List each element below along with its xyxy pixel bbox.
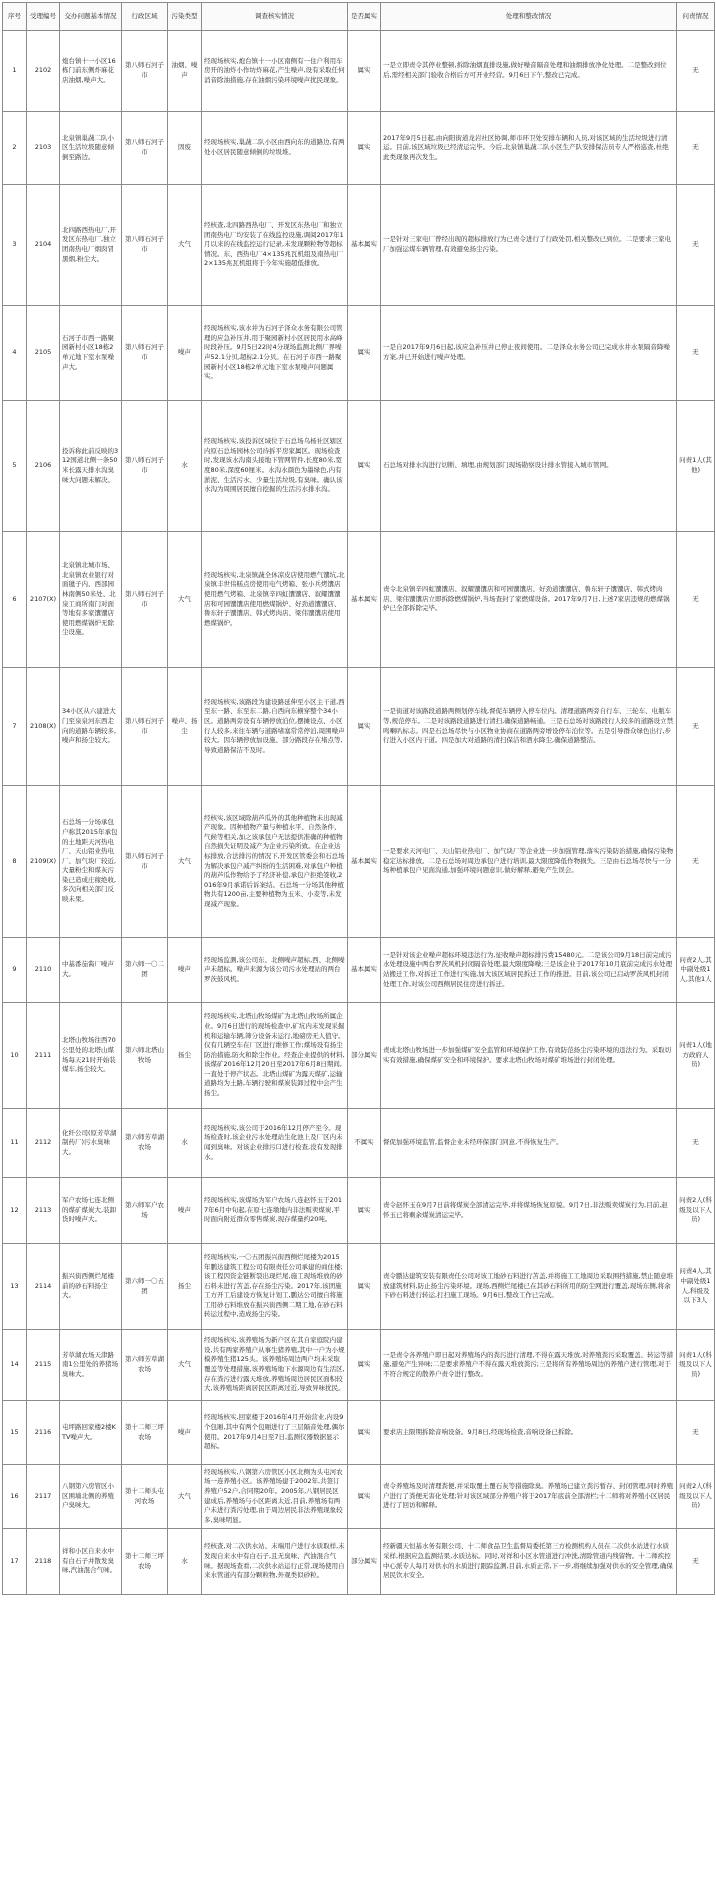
row-district: 第六师芳草湖农场 <box>122 1330 168 1401</box>
row-no: 5 <box>3 401 27 532</box>
row-district: 第八师石河子市 <box>122 185 168 306</box>
row-accountability: 无 <box>677 306 715 401</box>
row-problem: 化纤公司(原芳草湖制药厂)污水臭味大。 <box>60 1109 122 1178</box>
row-handling: 要求店主限期拆除音响设备。9月8日,经现场检查,音响设备已拆除。 <box>381 1401 677 1465</box>
row-district: 第八师石河子市 <box>122 401 168 532</box>
row-no: 10 <box>3 1003 27 1109</box>
header-district: 行政区域 <box>122 3 168 31</box>
row-no: 16 <box>3 1465 27 1529</box>
row-id: 2108(X) <box>27 668 60 786</box>
row-pollution: 大气 <box>168 185 202 306</box>
row-pollution: 扬尘 <box>168 1003 202 1109</box>
row-id: 2107(X) <box>27 532 60 668</box>
row-investigation: 经核查,对二次供水站、末端用户进行水质取样,未发现自来水中有白石子,且无臭味、汽油混合气味。据现场查看,二次供水站运行正常,现场使用自来水管道内有部分颗粒物,外观类似砂粒。 <box>202 1529 348 1595</box>
row-accountability: 无 <box>677 112 715 185</box>
row-district: 第十二师头屯河农场 <box>122 1465 168 1529</box>
row-district: 第六师北塔山牧场 <box>122 1003 168 1109</box>
row-accountability: 无 <box>677 1529 715 1595</box>
row-accountability: 无 <box>677 1109 715 1178</box>
header-accountability: 问责情况 <box>677 3 715 31</box>
row-pollution: 水 <box>168 401 202 532</box>
row-district: 第八师石河子市 <box>122 306 168 401</box>
row-no: 17 <box>3 1529 27 1595</box>
row-handling: 一是针对三家电厂曾经出现的超标排放行为已责令进行了行政处罚,相关整改已到位。二是要求三家电厂加强运煤车辆管理,有效避免扬尘污染。 <box>381 185 677 306</box>
row-investigation: 经现场核实,八钢第六房管区小区北侧为头屯河农场一连养殖小区。该养殖场建于2002年,共签订养殖户52户,合同期20年。2005年,八钢居民区建成后,养殖场与小区距离太近,目前,养殖场有两户未进行粪污处理,由于周边居民非法养殖现象较多,臭味明显。 <box>202 1465 348 1529</box>
row-problem: 屯坪路回家楼2楼KTV噪声大。 <box>60 1401 122 1465</box>
row-verified: 属实 <box>348 1244 381 1330</box>
row-investigation: 经现场核实,该公司于2016年12月停产至今。现场检查时,该企业污水处理站生化池上及厂区内未闻到臭味。对该企业排污口进行检查,没有发现排水。 <box>202 1109 348 1178</box>
header-verified: 是否属实 <box>348 3 381 31</box>
row-no: 6 <box>3 532 27 668</box>
row-investigation: 经核查,北四路西热电厂、开发区东热电厂和独立团南热电厂均安装了在线监控设施,调阅2017年1月以来的在线监控运行记录,未发现颗粒物等超标情况。东、西热电厂4×135兆瓦机组及南热电厂2×135兆瓦机组将于今年实施超低排放。 <box>202 185 348 306</box>
table-row <box>3 532 715 668</box>
row-handling: 责令养殖场及时清理粪便,并采取覆土覆石灰等措施除臭。养殖场已建立粪污暂存、封闭管理,同时养殖户进行了粪便无害化处理;针对该区域部分养殖户将于2017年底前全部清栏;十二师将对养殖小区居民进行了回访和解释。 <box>381 1465 677 1529</box>
row-handling: 2017年9月5日起,由向阳街道龙岩社区协调,师市环卫处安排车辆和人员,对该区域的生活垃圾进行清运。目前,该区域垃圾已经清运完毕。今后,北泉镇巢蔬二队小区生产队安排保洁员专人严格巡查,杜绝此类现象再次发生。 <box>381 112 677 185</box>
row-problem: 北四路西热电厂,开发区东热电厂,独立团南热电厂烟囱冒黑烟,粉尘大。 <box>60 185 122 306</box>
row-no: 14 <box>3 1330 27 1401</box>
row-accountability: 问责1人(地方政府人员) <box>677 1003 715 1109</box>
row-investigation: 经现场核实,一〇五团振兴街西侧烂尾楼为2015年鹏达建筑工程公司有限责任公司承建的商住楼;该工程因资金链断裂出现烂尾,施工现场堆放的砂石料未进行苫盖,存在扬尘污染。2017年,该团施工方开工后建设方恢复计划工,鹏达公司擅自将施工用砂石料堆放在振兴街西侧二期工地,在砂石料转运过程中,造成扬尘污染。 <box>202 1244 348 1330</box>
row-no: 3 <box>3 185 27 306</box>
header-problem: 交办问题基本情况 <box>60 3 122 31</box>
row-no: 13 <box>3 1244 27 1330</box>
row-accountability: 问责2人(科级及以下人员) <box>677 1178 715 1244</box>
row-handling: 一是要求天河电厂、天山铝业热电厂、加气块厂等企业进一步加强管理,落实污染防治措施,确保污染物稳定达标排放。二是石总场对周边承包户进行培训,最大限度降低作物损失。三是由石总场尽快与一分场种植承包户见面沟通,加强环境问题意识,做好解释,避免产生误会。 <box>381 786 677 938</box>
row-investigation: 经现场核实,该路段为建设路延伸至小区主干道,西至东一路、东至东二路,自西向东横穿整个34小区。道路两旁设有车辆停放泊位,摆摊设点、小区行人较多,来往车辆与道路堵塞常常停泊,周围噪声较大。因车辆停放加设施、部分路段存在堵点等,导致道路保洁不及时。 <box>202 668 348 786</box>
table-row <box>3 1330 715 1401</box>
table-row <box>3 1003 715 1109</box>
row-investigation: 经现场核实,该投诉区域位于石总场乌杨社区辖区内原石总场园林公司待拆平房家属区。现场检查时,发现该水沟南头接地下管网管件,长度80米,宽度80米,深度60厘米。水沟水颜色为墨绿色,内有淤泥、生活污水、少量生活垃圾,有臭味。确认该水沟为周围居民擅自挖掘的生活污水排水沟。 <box>202 401 348 532</box>
row-no: 7 <box>3 668 27 786</box>
row-problem: 北泉镇北城市场、北泉镇农业银行对面毽子内、西部园林南侧50米处、北泉工商所南门对面等地有多家馕馕店使用燃煤锅炉无除尘设施。 <box>60 532 122 668</box>
row-id: 2117 <box>27 1465 60 1529</box>
row-handling: 督促加强环境监管,监督企业未经环保部门同意,不得恢复生产。 <box>381 1109 677 1178</box>
row-id: 2103 <box>27 112 60 185</box>
row-accountability: 无 <box>677 786 715 938</box>
row-handling: 一是针对该企业噪声超标环境违法行为,征收噪声超标排污费15480元。二是该公司9月18日前完成污水处理设施中两台罗茨风机封闭隔音处理,最大限度降噪;三是该企业于2017年10月底前完成污水处理站搬迁工作,对拆迁工作进行实施,加大该区域居民拆迁工作的推进。目前,该公司已启动罗茨风机封闭处理工作,对该公司西侧居民住房进行拆迁。 <box>381 938 677 1003</box>
row-no: 1 <box>3 31 27 112</box>
table-row <box>3 401 715 532</box>
row-handling: 责成北塔山牧场进一步加强煤矿安全监管和环境保护工作,有效防范扬尘污染环境的违法行为。采取切实有效措施,确保煤矿安全和环境保护。要求北塔山牧场对煤矿堆场进行封闭处理。 <box>381 1003 677 1109</box>
header-pollution: 污染类型 <box>168 3 202 31</box>
row-accountability: 问责1人(其他) <box>677 401 715 532</box>
row-handling: 一是责令各养殖户即日起对养殖场内的粪污进行清理,不得在露天堆放,对养殖粪污采取覆盖、转运等措施,避免产生异味;二是要求养殖户不得在露天堆放粪污;三是将所有养殖场周边的养殖户进行管理,对于不符合规定的散养户责令进行整改。 <box>381 1330 677 1401</box>
row-investigation: 经现场核实,巢蔬二队小区由西向东的道路边,有两处小区居民随意倾倒的垃圾堆。 <box>202 112 348 185</box>
row-district: 第八师石河子市 <box>122 31 168 112</box>
row-pollution: 水 <box>168 1109 202 1178</box>
row-accountability: 无 <box>677 31 715 112</box>
row-pollution: 大气 <box>168 1465 202 1529</box>
row-verified: 基本属实 <box>348 185 381 306</box>
row-district: 第八师石河子市 <box>122 532 168 668</box>
table-row <box>3 1465 715 1529</box>
table-row <box>3 112 715 185</box>
table-row <box>3 1178 715 1244</box>
row-handling: 经新疆天恒基水务有限公司、十二师食品卫生监督局委托第三方检测机构人员在二次供水站进行水质采样,根据应急监测结果,水质达标。同时,对祥和小区水管道进行冲洗,清除管道内残留物。十二师疾控中心派专人每月对供水的水质进行跟踪监测,目前,水质正常,下一步,将继续加强对供水的安全管理,确保居民饮水安全。 <box>381 1529 677 1595</box>
table-row <box>3 668 715 786</box>
table-row <box>3 31 715 112</box>
table-row <box>3 306 715 401</box>
row-problem: 石总场一分场承包户称其2015年承包的土地距天河热电厂、天山铝业热电厂、加气块厂较近,大量粉尘和煤灰污染已造成庄稼绝收,多次向相关部门反映未果。 <box>60 786 122 938</box>
row-verified: 属实 <box>348 401 381 532</box>
row-pollution: 水 <box>168 1529 202 1595</box>
row-accountability: 无 <box>677 532 715 668</box>
row-verified: 属实 <box>348 1465 381 1529</box>
row-verified: 基本属实 <box>348 532 381 668</box>
row-investigation: 经现场核实,该养殖场为新户区在其自家庭院内建设,共有两家养殖户从事生猪养殖,其中一户为小规模养殖生猪125头。该养殖场周边两户均未采取覆盖等处理措施,该养殖场地下水源周边有生活区,存在粪污进行露天堆放,养殖场周边居民区面积较大,该养殖场距离居民区距离过近,导致异味扰民。 <box>202 1330 348 1401</box>
row-problem: 军户农场七连北侧的煤矿煤炭大,装卸货时噪声大。 <box>60 1178 122 1244</box>
row-verified: 属实 <box>348 112 381 185</box>
row-verified: 基本属实 <box>348 786 381 938</box>
row-handling: 责令北泉镇辛四虹馕馕店、叙耀馕馕店和可园馕馕店、好劲道馕馕店、鲁东轩子馕馕店、韩式烤肉店、梁伟馕馕店立即拆除燃煤锅炉,当场查封了家燃煤设备。2017年9月7日,上述7家店违规的燃煤锅炉已全部拆除完毕。 <box>381 532 677 668</box>
row-verified: 不属实 <box>348 1109 381 1178</box>
row-no: 4 <box>3 306 27 401</box>
header-investigation: 调查核实情况 <box>202 3 348 31</box>
table-row <box>3 1244 715 1330</box>
row-accountability: 无 <box>677 1401 715 1465</box>
row-handling: 石总场对排水沟进行切断、填埋,由规划部门现场勘察设计排水管接入城市管网。 <box>381 401 677 532</box>
row-problem: 中基番茄酱厂噪声大。 <box>60 938 122 1003</box>
row-investigation: 经现场核实,回家楼于2016年4月开始营业,内设9个包厢,其中有两个包厢进行了三层隔音处理,偶尔使用。2017年9月4日至7日,监测仪器数据显示超标。 <box>202 1401 348 1465</box>
complaint-table <box>2 2 715 1595</box>
row-pollution: 固废 <box>168 112 202 185</box>
header-no: 序号 <box>3 3 27 31</box>
row-district: 第六师一〇五团 <box>122 1244 168 1330</box>
row-no: 8 <box>3 786 27 938</box>
row-accountability: 无 <box>677 668 715 786</box>
row-id: 2116 <box>27 1401 60 1465</box>
row-investigation: 经现场核实,北塔山牧场煤矿为北塔山牧场所属企业。9月6日进行的现场检查中,矿坑内未发现采掘机和运输车辆,筛分设备未运行,地磅房无人值守。仅有几辆空车在厂区进行维修工作;煤场设有扬尘防治措施,防火和除尘作业。经查企业提供的材料,该煤矿2016年12月20日至2017年6月8日期间,一直处于停产状态。北塔山煤矿为露天煤矿,运输道路均为土路,车辆行驶和煤炭装卸过程中会产生扬尘。 <box>202 1003 348 1109</box>
row-district: 第十二师三坪农场 <box>122 1401 168 1465</box>
row-pollution: 大气 <box>168 786 202 938</box>
row-handling: 一是街道对该路段道路两侧划停车线,督促车辆停入停车位内。清理道路两旁自行车、三轮车、电瓶车等,规范停车。二是对该路段道路进行清扫,确保道路畅通。三是石总场对该路段行人较多的道路设立禁鸣喇叭标志。四是石总场尽快与小区物业协商在道路两旁增设停车泊位等。五是引导群众绿色出行,步行进入小区内干道。四是加大对道路的清扫保洁和洒水降尘,确保道路整洁。 <box>381 668 677 786</box>
row-handling: 责令鹏达建筑安装有限责任公司对该工地砂石料进行苫盖,并将施工工地周边采取围挡措施,禁止随意堆放建筑材料,防止扬尘污染环境。现场,西侧烂尾楼已在其砂石料所用的防尘网进行覆盖,现场东侧,将余下砂石料进行转运,打扫施工现场。9月6日,整改工作已完成。 <box>381 1244 677 1330</box>
row-pollution: 噪声 <box>168 1178 202 1244</box>
table-row <box>3 185 715 306</box>
row-problem: 八钢第六房管区小区围墙北侧的养殖户臭味大。 <box>60 1465 122 1529</box>
row-handling: 一是自2017年9月6日起,该应急补压井已停止夜间使用。二是泽众水务公司已完成水井水泵隔音降噪方案,并已开始进行噪声处理。 <box>381 306 677 401</box>
row-accountability: 问责2人(科级及以下人员) <box>677 1465 715 1529</box>
row-district: 第六师芳草湖农场 <box>122 1109 168 1178</box>
table-row <box>3 1401 715 1465</box>
header-id: 受理编号 <box>27 3 60 31</box>
row-problem: 石河子市西一路聚园新村小区18栋2单元地下室水泵噪声大。 <box>60 306 122 401</box>
row-id: 2112 <box>27 1109 60 1178</box>
row-investigation: 经核实,该区域除葫芦瓜外的其他种植物未出现减产现象。因种植物产量与种植水平、自然条件、气候等相关,加之该承包户无法提供准确的种植物自然损失证明及减产为企业污染所致。在企业达标排放,合法排污的情况下,开发区管委会和石总场为解决承包户减产纠纷的生活困难,对承包户种植的葫芦瓜作物给予了经济补偿,承包户拒绝签收,2016年9月承诺后诉案结。石总场一分场其他种植物共有1200亩,主要种植物为玉米、小麦等,未发现减产现象。 <box>202 786 348 938</box>
row-verified: 属实 <box>348 1330 381 1401</box>
row-id: 2115 <box>27 1330 60 1401</box>
row-problem: 祥和小区自来水中有白石子并散发臭味,汽油混合气味。 <box>60 1529 122 1595</box>
row-pollution: 扬尘 <box>168 1244 202 1330</box>
row-investigation: 经现场核实,炮台镇十一小区南侧有一住户利用车房开的油炸小作坊炸麻花,产生噪声,设有采取任何消音除油措施,存在油烟污染环境噪声扰民现象。 <box>202 31 348 112</box>
row-investigation: 经现场核实,该煤场为军户农场八连赵怀玉于2017年6月中旬起,在原七连墩地内非法贩卖煤炭,平时面向附近群众零售煤炭,现存煤量约20吨。 <box>202 1178 348 1244</box>
row-verified: 基本属实 <box>348 938 381 1003</box>
row-investigation: 经现场监测,该公司东、北侧噪声超标,西、北侧噪声未超标。噪声来源为该公司污水处理站的两台罗茨鼓风机。 <box>202 938 348 1003</box>
row-district: 第六师一〇二团 <box>122 938 168 1003</box>
row-verified: 属实 <box>348 1178 381 1244</box>
row-verified: 属实 <box>348 306 381 401</box>
row-accountability: 问责2人,其中副处级1人,其他1人 <box>677 938 715 1003</box>
row-id: 2110 <box>27 938 60 1003</box>
row-no: 12 <box>3 1178 27 1244</box>
table-row <box>3 1529 715 1595</box>
row-problem: 34小区从六建进大门至泉泉河东西走向的道路车辆较多,噪声和扬尘较大。 <box>60 668 122 786</box>
row-id: 2109(X) <box>27 786 60 938</box>
row-district: 第六师军户农场 <box>122 1178 168 1244</box>
row-pollution: 噪声、扬尘 <box>168 668 202 786</box>
row-handling: 责令赵怀玉在9月7日前将煤炭全部清运完毕,并将煤场恢复原貌。9月7日,非法贩卖煤炭行为,目前,赵怀玉已将剩余煤炭清运完毕。 <box>381 1178 677 1244</box>
table-row <box>3 938 715 1003</box>
row-pollution: 噪声 <box>168 938 202 1003</box>
row-handling: 一是立即责令其停业整顿,拆除油烟直排设施,做好噪音隔音处理和油烟排放净化处理。二是整改到位后,需经相关部门验收合格后方可开业经营。9月6日下午,整改已完成。 <box>381 31 677 112</box>
row-id: 2118 <box>27 1529 60 1595</box>
row-verified: 属实 <box>348 31 381 112</box>
table-row <box>3 1109 715 1178</box>
row-verified: 属实 <box>348 1401 381 1465</box>
header-handling: 处理和整改情况 <box>381 3 677 31</box>
row-district: 第十二师三坪农场 <box>122 1529 168 1595</box>
row-no: 9 <box>3 938 27 1003</box>
row-no: 11 <box>3 1109 27 1178</box>
row-problem: 北泉镇巢蔬二队小区生活垃圾随意倾倒至路边。 <box>60 112 122 185</box>
row-id: 2104 <box>27 185 60 306</box>
complaint-table-page <box>2 2 714 1595</box>
table-row <box>3 786 715 938</box>
row-district: 第八师石河子市 <box>122 668 168 786</box>
row-district: 第八师石河子市 <box>122 112 168 185</box>
row-no: 2 <box>3 112 27 185</box>
row-verified: 部分属实 <box>348 1003 381 1109</box>
row-accountability: 问责4人,其中副处级1人,科级及以下3人 <box>677 1244 715 1330</box>
row-id: 2102 <box>27 31 60 112</box>
row-problem: 芳草湖农场天津路南1公里处的养猪场臭味大。 <box>60 1330 122 1401</box>
row-id: 2105 <box>27 306 60 401</box>
row-problem: 振兴街西侧烂尾楼前的砂石料扬尘大。 <box>60 1244 122 1330</box>
row-pollution: 噪声 <box>168 306 202 401</box>
row-pollution: 大气 <box>168 532 202 668</box>
row-accountability: 无 <box>677 185 715 306</box>
row-investigation: 经现场核实,该水井为石河子泽众水务有限公司管理的应急补压井,用于聚园新村小区居民用水高峰时段补压。9月5日22时4分现场监测北侧厂界噪声52.1分贝,超标2.1分贝。在石河子市西一路聚园新村小区18栋2单元地下室水泵噪声问题属实。 <box>202 306 348 401</box>
row-pollution: 大气 <box>168 1330 202 1401</box>
row-problem: 投诉称此前反映的312国道北侧一条50米长露天排水沟臭味大问题未解决。 <box>60 401 122 532</box>
table-header-row <box>3 3 715 31</box>
row-verified: 部分属实 <box>348 1529 381 1595</box>
row-investigation: 经现场核实,北泉镇蔬全休凉皮店使用燃气馕坑,北泉镇丰世伟糕点房使用电气烤箱、张小兵烤馕店使用燃气烤箱、北泉镇辛四虹馕馕店、叙耀馕馕店和可园馕馕店使用燃煤锅炉、好劲道馕馕店、鲁东轩子馕馕店、韩式烤肉店、梁伟馕馕店使用燃煤锅炉。 <box>202 532 348 668</box>
row-id: 2106 <box>27 401 60 532</box>
row-accountability: 问责1人(科级及以下人员) <box>677 1330 715 1401</box>
row-pollution: 噪声 <box>168 1401 202 1465</box>
row-problem: 炮台镇十一小区16栋门前东侧炸麻花店油烟,噪声大。 <box>60 31 122 112</box>
row-district: 第八师石河子市 <box>122 786 168 938</box>
row-id: 2114 <box>27 1244 60 1330</box>
table-body <box>3 31 715 1595</box>
row-pollution: 油烟、噪声 <box>168 31 202 112</box>
row-no: 15 <box>3 1401 27 1465</box>
row-verified: 属实 <box>348 668 381 786</box>
row-id: 2111 <box>27 1003 60 1109</box>
row-problem: 北塔山牧场往西70公里处的北塔山煤场每天21时开始装煤车,扬尘较大。 <box>60 1003 122 1109</box>
row-id: 2113 <box>27 1178 60 1244</box>
